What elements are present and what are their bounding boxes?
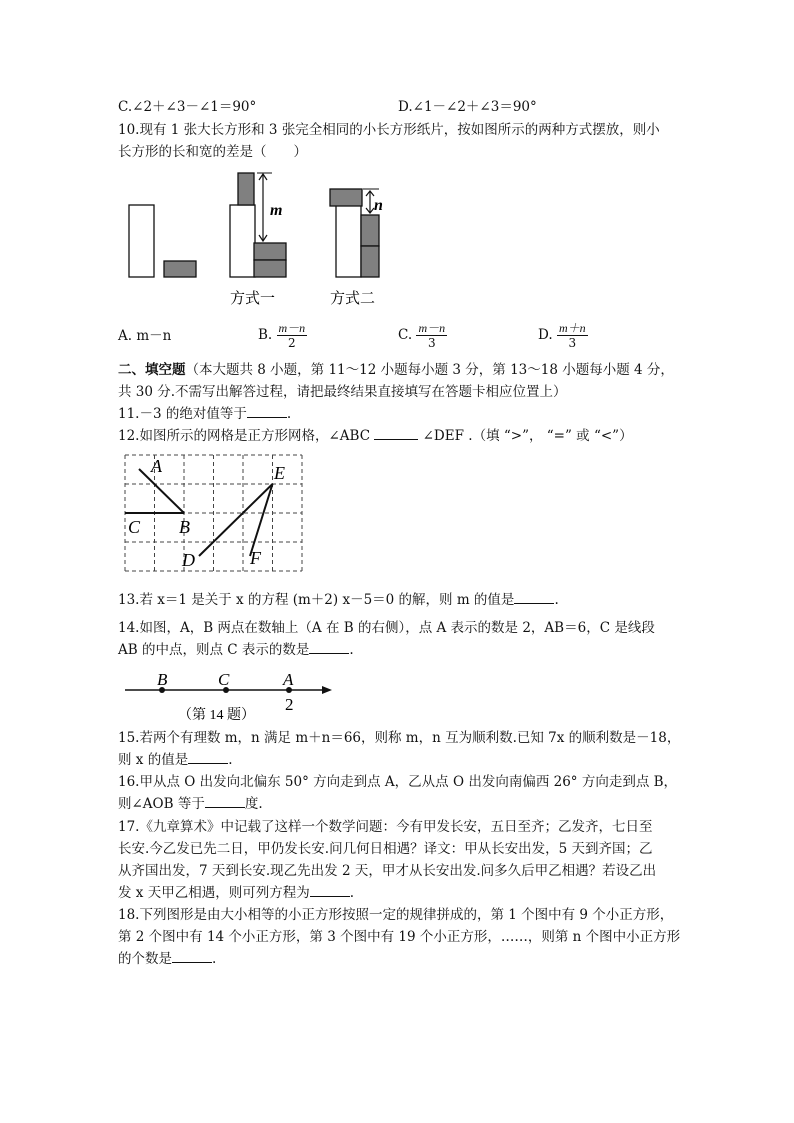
q14-line2-text: AB 的中点，则点 C 表示的数是	[118, 642, 310, 658]
way1-bottom-small-rectangle-1	[254, 243, 286, 260]
q10-option-b-fraction	[277, 321, 308, 350]
q15-line1: 15.若两个有理数 m，n 满足 m＋n＝66，则称 m，n 互为顺利数.已知 7x 的顺利数是－18，	[118, 730, 681, 746]
number-line-label-A: A	[283, 670, 294, 689]
label-D: D	[182, 550, 195, 570]
way1-big-rectangle	[230, 205, 255, 277]
q15-line2: 则 x 的值是 .	[118, 752, 233, 768]
way1-bottom-small-rectangle-2	[254, 260, 286, 277]
section2-heading-line1	[118, 361, 674, 379]
q14-number-line-figure	[120, 665, 340, 725]
q10-option-c-numerator: m－n	[418, 321, 446, 335]
q10-option-d	[538, 320, 588, 350]
q18-answer-blank[interactable]	[172, 962, 212, 963]
way2-big-rectangle	[336, 205, 361, 277]
q12-prefix: 12.如图所示的网格是正方形网格，∠ABC	[118, 428, 371, 444]
number-line-arrow	[322, 686, 332, 694]
number-line-label-2: 2	[285, 695, 294, 714]
q10-option-a: A. m－n	[118, 328, 172, 344]
q10-option-d-fraction	[557, 321, 588, 350]
section2-desc2: 共 30 分.不需写出解答过程，请把最终结果直接填写在答题卡相应位置上）	[118, 384, 567, 400]
q17-answer-blank[interactable]	[310, 896, 350, 897]
q10-option-c-fraction	[416, 321, 447, 350]
q10-option-b-prefix: B.	[258, 327, 273, 343]
q9-option-c: C.∠2＋∠3－∠1＝90°	[118, 99, 257, 115]
q13-text: 13.若 x＝1 是关于 x 的方程 (m＋2) x－5＝0 的解，则 m 的值是	[118, 592, 515, 608]
q10-option-c	[398, 320, 447, 350]
q12-grid-figure	[122, 452, 307, 575]
q10-stem-line2: 长方形的长和宽的差是（ ）	[118, 144, 307, 160]
caption-way2: 方式二	[330, 291, 376, 307]
q18-line2: 第 2 个图中有 14 个小正方形，第 3 个图中有 19 个小正方形，……，则第 n 个图中小正方形	[118, 929, 681, 945]
q11-answer-blank[interactable]	[247, 417, 287, 418]
q14-line1: 14.如图，A，B 两点在数轴上（A 在 B 的右侧），点 A 表示的数是 2，AB＝6，C 是线段	[118, 620, 655, 636]
q11-text: 11.－3 的绝对值等于	[118, 406, 247, 422]
q15-line2-text: 则 x 的值是	[118, 752, 189, 768]
label-B: B	[179, 517, 190, 537]
q9-option-d: D.∠1－∠2＋∠3＝90°	[398, 99, 537, 115]
q18-line3-text: 的个数是	[118, 951, 172, 967]
label-C: C	[128, 517, 141, 537]
q12	[118, 427, 633, 445]
small-rectangle	[164, 261, 196, 277]
q14-caption: （第 14 题）	[178, 708, 255, 723]
number-line-label-B: B	[157, 670, 168, 689]
q16-line2	[118, 795, 263, 813]
number-line-label-C: C	[218, 670, 230, 689]
way1-top-small-rectangle	[238, 173, 254, 205]
label-n: n	[374, 197, 383, 214]
q17-line2: 长安.今乙发已先二日，甲仍发长安.问几何日相遇？译文：甲从长安出发，5 天到齐国；乙	[118, 841, 653, 857]
section2-desc1: （本大题共 8 小题，第 11～12 小题每小题 3 分，第 13～18 小题每小题 4 分，	[185, 362, 674, 378]
q12-answer-blank[interactable]	[374, 439, 418, 440]
label-A: A	[151, 456, 162, 476]
q10-option-b-denominator: 2	[288, 336, 296, 350]
q18-line3: 的个数是 .	[118, 951, 217, 967]
q14-line2: AB 的中点，则点 C 表示的数是 .	[118, 642, 354, 658]
way2-top-small-rectangle	[330, 189, 362, 206]
q10-option-d-numerator: m＋n	[558, 321, 586, 335]
q16-answer-blank[interactable]	[205, 807, 245, 808]
q10-option-c-prefix: C.	[398, 327, 413, 343]
q15-answer-blank[interactable]	[188, 763, 228, 764]
way2-side-small-rectangle-1	[361, 215, 379, 246]
q16-line2-prefix: 则∠AOB 等于	[118, 796, 205, 812]
big-rectangle	[129, 205, 154, 277]
q17-line4: 发 x 天甲乙相遇，则可列方程为 .	[118, 885, 354, 901]
q13-answer-blank[interactable]	[514, 603, 554, 604]
q17-line4-text: 发 x 天甲乙相遇，则可列方程为	[118, 885, 310, 901]
q10-option-b	[258, 320, 307, 350]
q13: 13.若 x＝1 是关于 x 的方程 (m＋2) x－5＝0 的解，则 m 的值是 .	[118, 592, 559, 608]
q18-line1: 18.下列图形是由大小相等的小正方形按照一定的规律拼成的，第 1 个图中有 9 个小正方形，	[118, 907, 674, 923]
label-F: F	[250, 548, 261, 568]
q14-answer-blank[interactable]	[309, 653, 349, 654]
q16-line1: 16.甲从点 O 出发向北偏东 50° 方向走到点 A，乙从点 O 出发向南偏西 26° 方向走到点 B，	[118, 774, 678, 790]
section2-heading: 二、填空题	[118, 362, 186, 378]
q11: 11.－3 的绝对值等于 .	[118, 406, 292, 422]
q17-line3: 从齐国出发，7 天到长安.现乙先出发 2 天，甲才从长安出发.问多久后甲乙相遇？若设乙出	[118, 863, 657, 879]
q10-option-d-denominator: 3	[568, 336, 577, 350]
q12-suffix: ∠DEF .（填 “>”， “=” 或 “<”）	[422, 428, 633, 444]
caption-way1: 方式一	[230, 291, 276, 307]
q10-figure	[120, 165, 400, 310]
q10-option-d-prefix: D.	[538, 327, 553, 343]
q10-option-b-numerator: m－n	[278, 321, 306, 335]
q10-option-c-denominator: 3	[427, 336, 436, 350]
q17-line1: 17.《九章算术》中记载了这样一个数学问题：今有甲发长安，五日至齐；乙发齐，七日至	[118, 819, 653, 835]
label-E: E	[274, 463, 285, 483]
q10-stem-line1: 10.现有 1 张大长方形和 3 张完全相同的小长方形纸片，按如图所示的两种方式摆放，则小	[118, 122, 660, 138]
label-m: m	[270, 202, 283, 219]
q16-line2-suffix: 度.	[244, 796, 263, 812]
way2-side-small-rectangle-2	[361, 246, 379, 277]
